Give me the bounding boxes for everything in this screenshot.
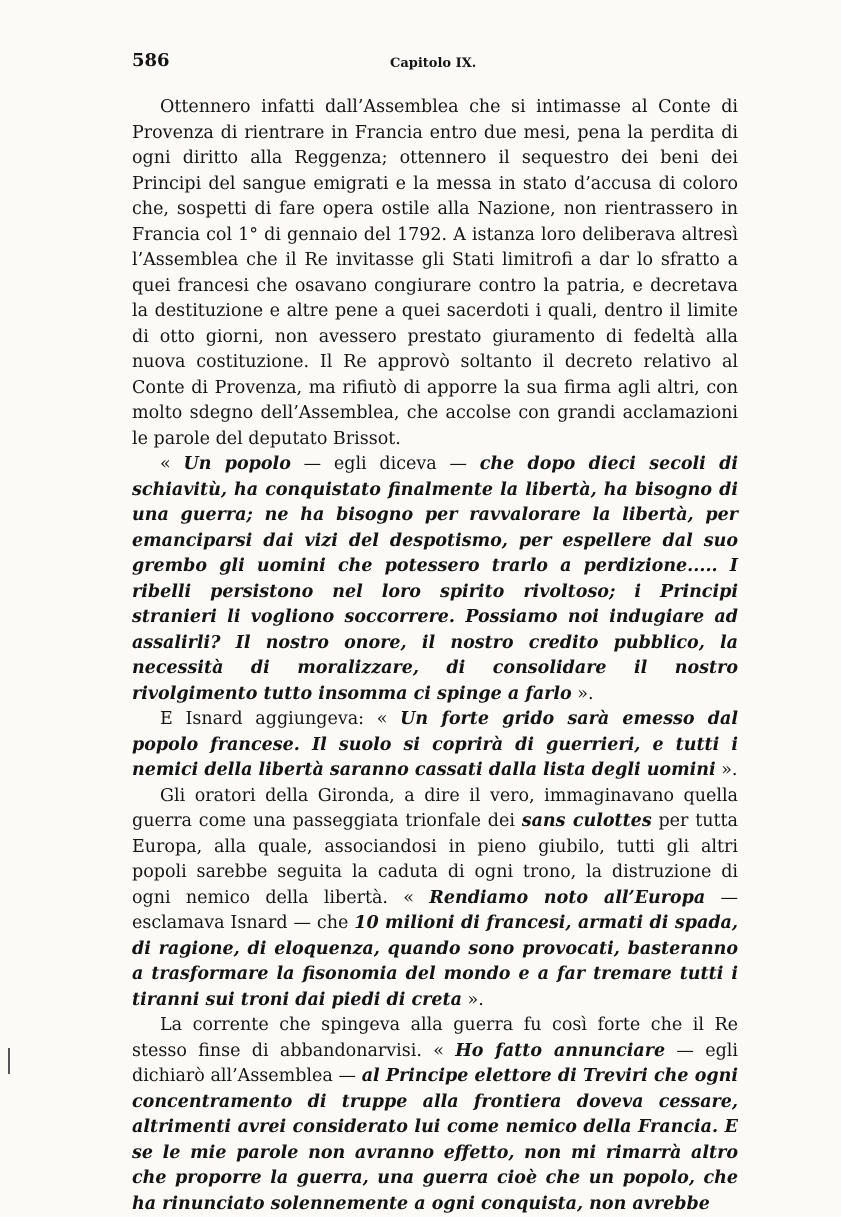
italic-text: Un popolo [183,454,291,474]
text-run: ». [571,683,594,704]
italic-text: al Principe elettore di Treviri che ogni concentramento di truppe alla frontiera doveva cessare, altrimenti avrei considerato lui come nemico della Francia. E se le mie parole non avranno effetto, non mi rimarrà altro che proporre la guerra, una guerra cioè che un popolo, che ha rinunciato solennemente a ogni conquista, non avrebbe [132,1066,738,1214]
italic-text: sans culottes [521,811,652,831]
chapter-title: Capitolo IX. [390,56,477,71]
text-run: E Isnard aggiungeva: « [160,709,401,729]
italic-text: 10 milioni di francesi, armati di spada, di ragione, di eloquenza, quando sono provocati, basteranno a trasformare la fisonomia del mondo e a far tremare tutti i tiranni sui troni dai piedi di creta [132,913,738,1010]
text-run: Gli oratori della Gironda, a dire il vero, immaginavano quella guerra come una passeggiata trionfale dei [132,785,738,831]
text-run: ». [715,760,738,780]
italic-text: che dopo dieci secoli di schiavitù, ha conquistato finalmente la libertà, ha bisogno di una guerra; ne ha bisogno per ravvalorare la libertà, per emanciparsi dai vizi del despotismo, per espellere dal suo grembo gli uomini che potessero trarlo a perdizione..... I ribelli persistono nel loro spirito rivoltoso; i Principi stranieri li vogliono soccorrere. Possiamo noi indugiare ad assalirli? Il nostro onore, il nostro credito pubblico, la necessità di moralizzare, di consolidare il nostro rivolgimento tutto insomma ci spinge a farlo [132,454,738,704]
paragraph [132,1013,738,1217]
text-run: — egli dichiarò all’Assemblea — [132,1040,738,1086]
text-run: ». [461,989,484,1010]
italic-text: Ho fatto annunciare [455,1040,666,1061]
paragraph [132,784,738,1014]
page-header [132,50,738,80]
text-run: Ottennero infatti dall’Assemblea che si intimasse al Conte di Provenza di rientrare in Francia entro due mesi, pena la perdita di ogni diritto alla Reggenza; ottennero il sequestro dei beni dei Principi del sangue emigrati e la messa in stato d’accusa di coloro che, sospetti di fare opera ostile alla Nazione, non rientrassero in Francia col 1° di gennaio del 1792. A istanza loro deliberava altresì l’Assemblea che il Re invitasse gli Stati limitrofi a dar lo sfratto a quei francesi che osavano congiurare contro la patria, e decretava la destituzione e altre pene a quei sacerdoti i quali, dentro il limite di otto giorni, non avessero prestato giuramento di fedeltà alla nuova costituzione. Il Re approvò soltanto il decreto relativo al Conte di Provenza, ma rifiutò di apporre la sua firma agli altri, con molto sdegno dell’Assemblea, che accolse con grandi acclamazioni le parole del deputato Brissot. [132,97,738,449]
italic-text: Rendiamo noto all’Europa [429,887,706,908]
text-run: — esclamava Isnard — che [132,887,738,933]
text-run: « [160,454,184,474]
paragraph [132,707,738,784]
text-run: — egli diceva — [290,454,480,474]
paragraph [132,95,738,452]
page-number: 586 [132,50,170,71]
text-run: La corrente che spingeva alla guerra fu così forte che il Re stesso finse di abbandonarvisi. « [132,1015,738,1061]
text-run: per tutta Europa, alla quale, associandosi in pieno giubilo, tutti gli altri popoli sarebbe seguita la caduta di ogni trono, la distruzione di ogni nemico della libertà. « [132,811,738,908]
paragraph [132,452,738,707]
body-text [132,95,738,1217]
margin-mark [8,1048,10,1074]
italic-text: Un forte grido sarà emesso dal popolo francese. Il suolo si coprirà di guerrieri, e tutti i nemici della libertà saranno cassati dalla lista degli uomini [132,709,739,780]
